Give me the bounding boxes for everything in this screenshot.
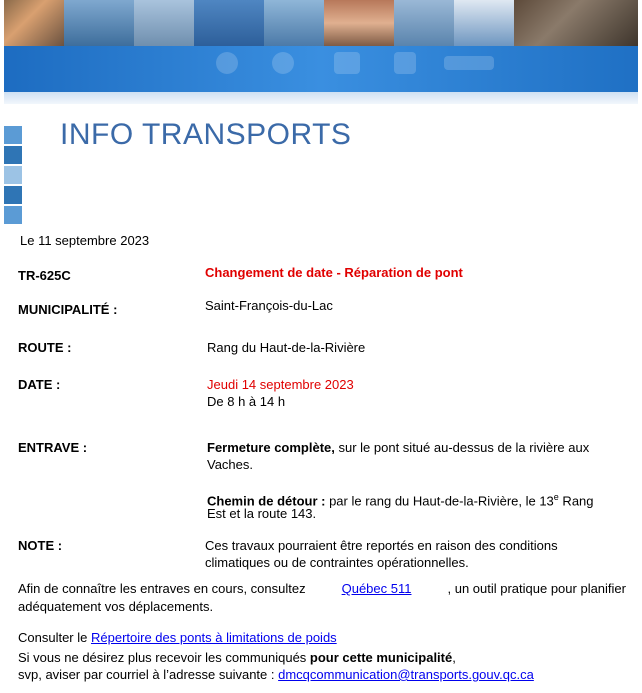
banner-icon: [272, 52, 294, 74]
header-banner: [4, 0, 638, 104]
footer-paragraph-4: [18, 667, 534, 683]
footer-paragraph-3: [18, 650, 456, 666]
note-line1: Ces travaux pourraient être reportés en raison des conditions: [205, 538, 558, 553]
note-label: NOTE :: [18, 538, 63, 553]
entrave-line2: Vaches.: [207, 457, 254, 472]
footer-text: svp, aviser par courriel à l’adresse suivante :: [18, 667, 279, 682]
municipalite-value: Saint-François-du-Lac: [205, 298, 333, 313]
route-label: ROUTE :: [18, 340, 72, 355]
entrave-text: sur le pont situé au-dessus de la rivière aux: [334, 440, 590, 455]
footer-paragraph-2: [18, 630, 337, 646]
repertoire-ponts-link[interactable]: Répertoire des ponts à limitations de poids: [90, 630, 337, 645]
footer-paragraph-1-line2: adéquatement vos déplacements.: [18, 599, 214, 614]
entrave-label: ENTRAVE :: [18, 440, 88, 455]
detour-bold: Chemin de détour :: [207, 493, 326, 509]
entrave-bold: Fermeture complète,: [207, 440, 335, 455]
date-label: DATE :: [18, 377, 61, 392]
banner-icon: [444, 56, 494, 70]
route-value: Rang du Haut-de-la-Rivière: [207, 340, 366, 355]
page-title: INFO TRANSPORTS: [60, 118, 352, 151]
footer-paragraph-1: [18, 581, 626, 597]
municipalite-label: MUNICIPALITÉ :: [18, 302, 118, 317]
footer-text: Si vous ne désirez plus recevoir les communiqués: [18, 650, 310, 665]
banner-icon: [394, 52, 416, 74]
banner-icon: [216, 52, 238, 74]
email-link[interactable]: dmcqcommunication@transports.gouv.qc.ca: [278, 667, 534, 682]
detour-line2: Est et la route 143.: [207, 506, 317, 521]
date-value: Jeudi 14 septembre 2023: [207, 377, 354, 392]
reference-label: TR-625C: [18, 268, 71, 283]
banner-icon: [334, 52, 360, 74]
banner-photos: [4, 0, 638, 46]
detour-text-b: Rang: [558, 493, 594, 509]
footer-text: ,: [452, 650, 456, 665]
date-hours: De 8 h à 14 h: [207, 394, 286, 409]
banner-strip: [4, 92, 638, 104]
footer-text: Consulter le: [18, 630, 91, 645]
footer-text: Afin de connaître les entraves en cours, consultez: [18, 581, 306, 596]
quebec-511-link[interactable]: Québec 511: [341, 581, 412, 596]
footer-text: , un outil pratique pour planifier: [447, 581, 626, 596]
footer-bold: pour cette municipalité: [309, 650, 453, 665]
detour-sup: e: [553, 492, 559, 502]
title-bars: [4, 126, 22, 226]
note-line2: climatiques ou de contraintes opérationnelles.: [205, 555, 469, 570]
reference-value: Changement de date - Réparation de pont: [205, 265, 463, 280]
detour-text-a: par le rang du Haut-de-la-Rivière, le 13: [325, 493, 554, 509]
banner-band: [4, 46, 638, 92]
entrave-line1: [207, 440, 589, 456]
publication-date: Le 11 septembre 2023: [20, 233, 150, 248]
